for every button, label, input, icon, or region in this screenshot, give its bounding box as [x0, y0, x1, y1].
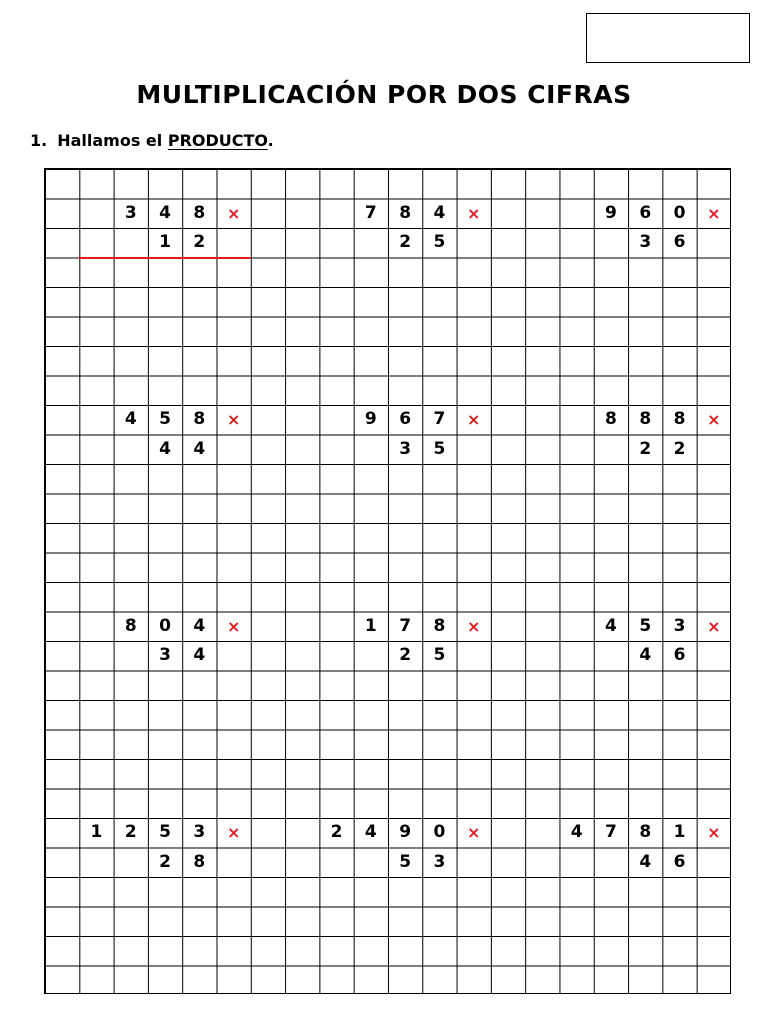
multiplier-digit: 5	[433, 232, 446, 252]
multiplicand-digit: 6	[639, 202, 652, 223]
multiply-sign: ×	[226, 410, 241, 429]
multiplicand-digit: 8	[605, 409, 617, 429]
multiplier-digit: 3	[639, 232, 652, 252]
multiplier-digit: 6	[673, 851, 686, 872]
multiplicand-digit: 3	[193, 822, 206, 842]
result-rule-line	[79, 257, 251, 259]
multiplier-digit: 5	[399, 851, 412, 872]
instruction-text: Hallamos el	[57, 131, 168, 150]
multiplicand-digit: 6	[399, 409, 412, 429]
multiply-sign: ×	[467, 823, 481, 842]
multiply-sign: ×	[467, 203, 481, 223]
multiplier-digit: 4	[193, 645, 206, 665]
multiplier-digit: 3	[159, 645, 171, 665]
multiplicand-digit: 3	[673, 615, 686, 636]
multiplicand-digit: 5	[639, 615, 652, 636]
multiplicand-digit: 8	[124, 615, 137, 636]
multiplicand-digit: 4	[433, 202, 446, 223]
multiplicand-digit: 8	[193, 202, 206, 223]
instruction-number: 1.	[30, 131, 48, 150]
multiplier-digit: 2	[193, 232, 206, 252]
instruction-suffix: .	[267, 131, 274, 150]
multiplicand-digit: 4	[124, 409, 137, 429]
multiplicand-digit: 8	[399, 202, 412, 223]
multiplicand-digit: 7	[399, 615, 412, 636]
multiplicand-digit: 5	[159, 822, 171, 842]
worksheet-grid	[44, 168, 731, 994]
multiplicand-digit: 0	[673, 202, 686, 223]
multiplier-digit: 4	[639, 645, 652, 665]
multiplicand-digit: 8	[193, 409, 206, 429]
multiplicand-digit: 9	[605, 202, 617, 223]
multiplicand-digit: 8	[433, 615, 446, 636]
multiply-sign: ×	[226, 203, 241, 223]
multiplier-digit: 5	[433, 645, 446, 665]
multiplicand-digit: 4	[570, 822, 583, 842]
multiply-sign: ×	[226, 616, 241, 636]
multiplier-digit: 6	[673, 232, 686, 252]
multiplicand-digit: 7	[433, 409, 446, 429]
multiplier-digit: 2	[399, 645, 412, 665]
multiplier-digit: 2	[639, 438, 652, 459]
multiplicand-digit: 5	[159, 409, 171, 429]
multiplier-digit: 8	[193, 851, 206, 872]
multiplier-digit: 2	[673, 438, 686, 459]
multiplier-digit: 4	[639, 851, 652, 872]
multiplier-digit: 3	[399, 438, 412, 459]
multiplicand-digit: 8	[639, 822, 652, 842]
multiplicand-digit: 7	[364, 202, 377, 223]
multiplicand-digit: 1	[90, 822, 103, 842]
multiply-sign: ×	[707, 203, 721, 223]
multiplicand-digit: 0	[159, 615, 171, 636]
multiplier-digit: 2	[159, 851, 171, 872]
multiplicand-digit: 8	[639, 409, 652, 429]
multiplicand-digit: 7	[605, 822, 617, 842]
multiplicand-digit: 1	[673, 822, 686, 842]
multiplier-digit: 1	[159, 232, 171, 252]
instruction	[30, 131, 274, 150]
multiplier-digit: 6	[673, 645, 686, 665]
multiplier-digit: 2	[399, 232, 412, 252]
name-box[interactable]	[586, 13, 750, 63]
page-title: MULTIPLICACIÓN POR DOS CIFRAS	[136, 80, 632, 109]
multiplicand-digit: 9	[364, 409, 377, 429]
multiply-sign: ×	[707, 410, 721, 429]
multiplier-digit: 4	[193, 438, 206, 459]
multiplicand-digit: 8	[673, 409, 686, 429]
multiplicand-digit: 1	[364, 615, 377, 636]
multiply-sign: ×	[707, 823, 721, 842]
instruction-highlight: PRODUCTO	[167, 131, 268, 150]
multiply-sign: ×	[707, 616, 721, 636]
multiplicand-digit: 4	[364, 822, 377, 842]
multiplier-digit: 4	[159, 438, 171, 459]
multiplicand-digit: 3	[124, 202, 137, 223]
multiplicand-digit: 4	[605, 615, 617, 636]
multiplicand-digit: 2	[124, 822, 137, 842]
multiplicand-digit: 0	[433, 822, 446, 842]
multiply-sign: ×	[226, 823, 241, 842]
multiply-sign: ×	[467, 410, 481, 429]
multiply-sign: ×	[467, 616, 481, 636]
multiplier-digit: 3	[433, 851, 446, 872]
multiplicand-digit: 9	[399, 822, 412, 842]
multiplicand-digit: 4	[193, 615, 206, 636]
multiplicand-digit: 2	[330, 822, 343, 842]
multiplicand-digit: 4	[159, 202, 171, 223]
multiplier-digit: 5	[433, 438, 446, 459]
